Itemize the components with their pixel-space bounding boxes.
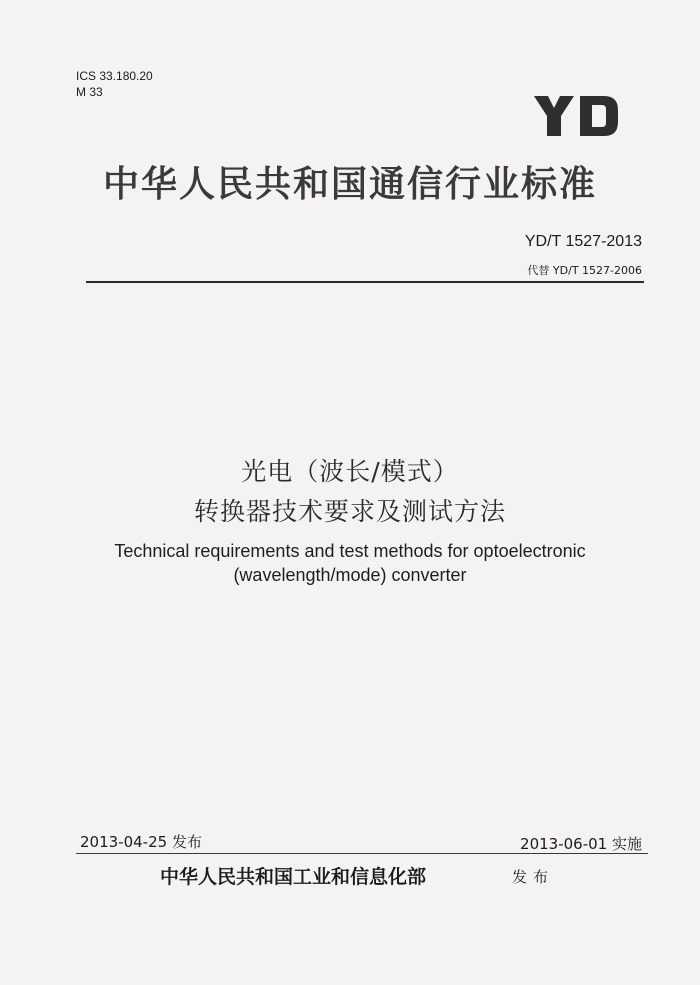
standard-number: YD/T 1527-2013 xyxy=(524,233,642,250)
doc-title-cn-line1: 光电（波长/模式） xyxy=(241,457,459,486)
header-divider xyxy=(86,281,644,283)
main-title: 中华人民共和国通信行业标准 xyxy=(102,164,597,205)
ics-code: ICS 33.180.20 xyxy=(76,69,153,83)
doc-title-en-line1: Technical requirements and test methods for optoelectronic xyxy=(114,541,586,561)
classification-codes xyxy=(76,68,153,100)
doc-title-en-line2: (wavelength/mode) converter xyxy=(233,565,467,585)
doc-title-cn-line2: 转换器技术要求及测试方法 xyxy=(193,497,506,526)
publisher-name: 中华人民共和国工业和信息化部 xyxy=(160,866,427,888)
publish-label: 发布 xyxy=(512,868,555,886)
yd-logo xyxy=(534,96,618,136)
footer-divider xyxy=(76,853,648,854)
ccs-code: M 33 xyxy=(76,85,103,99)
replaces-standard: 代替 YD/T 1527-2006 xyxy=(527,264,642,277)
implementation-date: 2013-06-01 实施 xyxy=(520,835,642,853)
issue-date: 2013-04-25 发布 xyxy=(80,833,202,851)
